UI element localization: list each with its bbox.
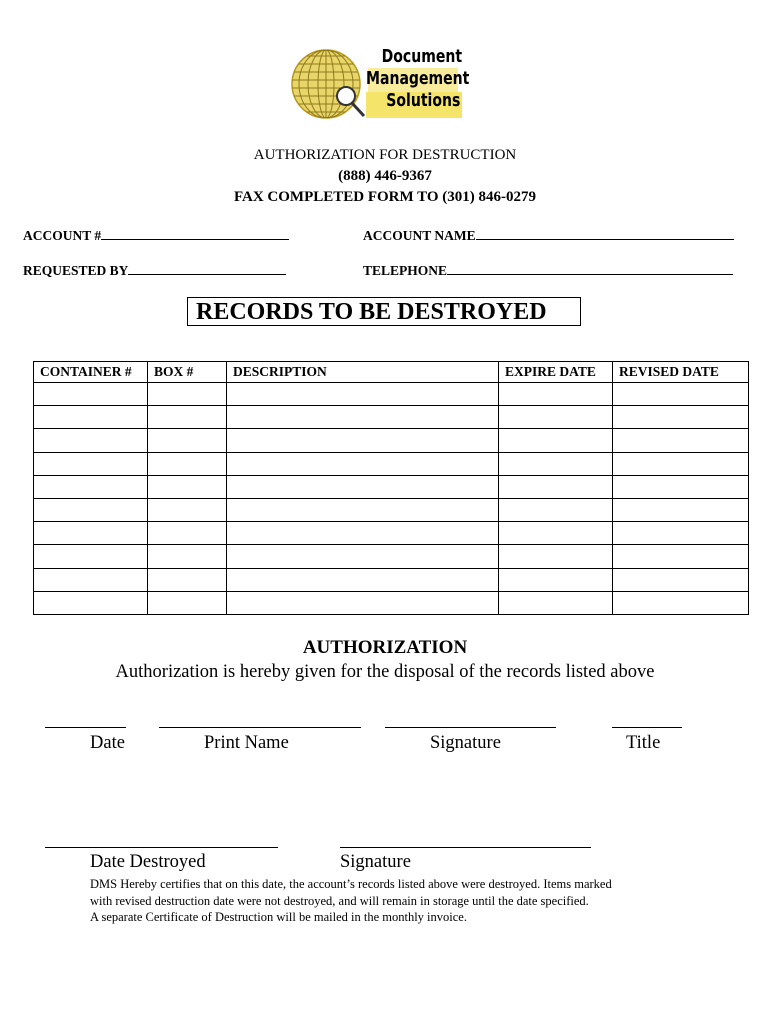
certification-line-2: with revised destruction date were not destroyed, and will remain in storage until the date specified. [90,893,589,908]
certification-text [90,876,690,926]
column-header-container: CONTAINER # [34,362,148,383]
requested-by-line[interactable] [128,262,286,275]
company-logo [288,46,470,124]
table-cell-description[interactable] [227,498,499,521]
table-row [34,591,749,614]
date-signature-line[interactable] [45,727,126,728]
print-name-signature-line[interactable] [159,727,361,728]
table-cell-expire-date[interactable] [499,452,613,475]
table-cell-expire-date[interactable] [499,429,613,452]
table-cell-expire-date[interactable] [499,383,613,406]
signature-label: Signature [430,733,501,753]
certification-line-3: A separate Certificate of Destruction will be mailed in the monthly invoice. [90,910,467,924]
account-name-field[interactable] [363,227,734,244]
table-row [34,452,749,475]
signature-line[interactable] [385,727,556,728]
table-cell-box[interactable] [148,591,227,614]
table-cell-box[interactable] [148,383,227,406]
account-number-field[interactable] [23,227,289,244]
telephone-line[interactable] [447,262,733,275]
table-cell-container[interactable] [34,475,148,498]
column-header-revised-date: REVISED DATE [613,362,749,383]
table-cell-revised-date[interactable] [613,452,749,475]
table-cell-revised-date[interactable] [613,498,749,521]
table-cell-box[interactable] [148,522,227,545]
table-row [34,522,749,545]
table-cell-description[interactable] [227,383,499,406]
globe-magnifier-icon [288,46,368,124]
column-header-box: BOX # [148,362,227,383]
table-cell-box[interactable] [148,429,227,452]
logo-wordmark [366,46,470,112]
table-cell-expire-date[interactable] [499,406,613,429]
requested-by-label: REQUESTED BY [23,263,129,278]
table-row [34,429,749,452]
table-cell-box[interactable] [148,452,227,475]
table-header-row [34,362,749,383]
table-cell-box[interactable] [148,406,227,429]
table-cell-box[interactable] [148,475,227,498]
destroyed-signature-label: Signature [340,852,411,872]
table-cell-box[interactable] [148,498,227,521]
table-cell-expire-date[interactable] [499,545,613,568]
table-cell-expire-date[interactable] [499,591,613,614]
table-cell-revised-date[interactable] [613,545,749,568]
table-cell-revised-date[interactable] [613,406,749,429]
account-number-label: ACCOUNT # [23,228,102,243]
records-table [33,361,749,615]
print-name-label: Print Name [204,733,289,753]
table-cell-expire-date[interactable] [499,498,613,521]
table-cell-description[interactable] [227,475,499,498]
account-name-line[interactable] [476,227,734,240]
fax-instruction: FAX COMPLETED FORM TO (301) 846-0279 [233,189,537,205]
table-cell-container[interactable] [34,429,148,452]
column-header-expire-date: EXPIRE DATE [499,362,613,383]
table-cell-revised-date[interactable] [613,429,749,452]
destroyed-signature-line[interactable] [340,847,591,848]
table-row [34,568,749,591]
table-body [34,383,749,615]
table-cell-container[interactable] [34,452,148,475]
form-title: AUTHORIZATION FOR DESTRUCTION [253,147,517,163]
table-cell-description[interactable] [227,429,499,452]
phone-number: (888) 446-9367 [338,168,432,184]
requested-by-field[interactable] [23,262,286,279]
logo-line-document: Document [381,46,463,67]
date-label: Date [90,733,125,753]
authorization-heading: AUTHORIZATION [302,637,468,658]
table-row [34,383,749,406]
table-cell-container[interactable] [34,591,148,614]
table-cell-revised-date[interactable] [613,568,749,591]
table-cell-description[interactable] [227,545,499,568]
authorization-statement: Authorization is hereby given for the disposal of the records listed above [115,662,655,682]
table-cell-revised-date[interactable] [613,591,749,614]
table-cell-box[interactable] [148,568,227,591]
table-cell-container[interactable] [34,522,148,545]
table-cell-container[interactable] [34,568,148,591]
table-row [34,498,749,521]
table-cell-expire-date[interactable] [499,568,613,591]
title-signature-line[interactable] [612,727,682,728]
table-row [34,475,749,498]
table-cell-container[interactable] [34,383,148,406]
table-cell-container[interactable] [34,406,148,429]
account-name-label: ACCOUNT NAME [363,228,476,243]
logo-line-management: Management [366,68,470,89]
table-row [34,545,749,568]
date-destroyed-label: Date Destroyed [90,852,206,872]
account-number-line[interactable] [101,227,289,240]
table-cell-container[interactable] [34,545,148,568]
telephone-label: TELEPHONE [363,263,448,278]
certification-line-1: DMS Hereby certifies that on this date, the account’s records listed above were destroyed. Items marked [90,877,612,891]
table-cell-description[interactable] [227,522,499,545]
table-cell-expire-date[interactable] [499,522,613,545]
table-cell-description[interactable] [227,591,499,614]
table-cell-expire-date[interactable] [499,475,613,498]
records-heading: RECORDS TO BE DESTROYED [187,297,581,326]
table-cell-revised-date[interactable] [613,475,749,498]
table-cell-container[interactable] [34,498,148,521]
table-cell-box[interactable] [148,545,227,568]
table-cell-description[interactable] [227,406,499,429]
telephone-field[interactable] [363,262,733,279]
table-cell-revised-date[interactable] [613,522,749,545]
table-row [34,406,749,429]
column-header-description: DESCRIPTION [227,362,499,383]
title-label: Title [626,733,661,753]
date-destroyed-line[interactable] [45,847,278,848]
table-cell-description[interactable] [227,452,499,475]
table-cell-revised-date[interactable] [613,383,749,406]
table-cell-description[interactable] [227,568,499,591]
logo-line-solutions: Solutions [386,90,461,111]
